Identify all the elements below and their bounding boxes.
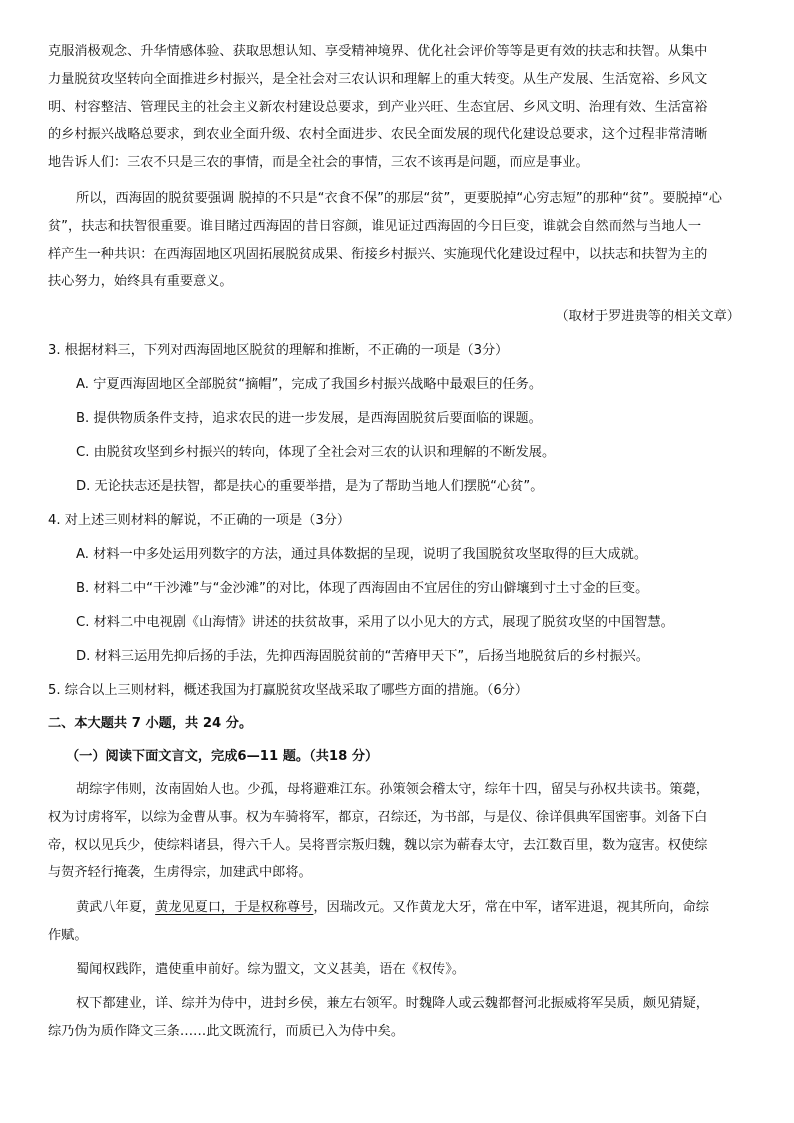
- question-3-option-d: D. 无论扶志还是扶智，都是扶心的重要举措，是为了帮助当地人们摆脱“心贫”。: [76, 479, 544, 494]
- classical-line: 作赋。: [48, 927, 88, 943]
- passage-line: 贫”，扶志和扶智很重要。谁目睹过西海固的昔日容颜，谁见证过西海固的今日巨变，谁就会自然而然与当地人一: [48, 218, 702, 234]
- passage-top: [48, 38, 748, 177]
- classical-line: 蜀闻权践阼，遣使重申前好。综为盟文，文义甚美，语在《权传》。: [76, 962, 466, 977]
- question-3-stem: 3. 根据材料三，下列对西海固地区脱贫的理解和推断，不正确的一项是（3分）: [48, 343, 509, 358]
- classical-text-after: ，因瑞改元。又作黄龙大牙，常在中军，诸军进退，视其所向，命综: [313, 900, 709, 915]
- classical-text-p3: [48, 956, 748, 984]
- classical-line: 权下都建业，详、综并为侍中，进封乡侯，兼左右领军。时魏降人或云魏都督河北振威将军吴质，颇见猜疑，: [76, 996, 709, 1011]
- classical-line: 与贺齐轻行掩袭，生虏得宗，加建武中郎将。: [48, 865, 312, 881]
- classical-text-p4: [48, 990, 748, 1046]
- classical-line: 帝，权以见兵少，使综料诸县，得六千人。吴将晋宗叛归魏，魏以宗为蕲春太守，去江数百里，数为寇害。权使综: [48, 837, 708, 853]
- section-two-heading: 二、本大题共 7 小题，共 24 分。: [48, 716, 253, 731]
- passage-line: 扶心努力，始终具有重要意义。: [48, 274, 233, 290]
- question-3-option-b: B. 提供物质条件支持，追求农民的进一步发展，是西海固脱贫后要面临的课题。: [76, 411, 542, 426]
- passage-line: 明、村容整洁、管理民主的社会主义新农村建设总要求，到产业兴旺、生态宜居、乡风文明、治理有效、生活富裕: [48, 99, 708, 115]
- question-4-option-c: C. 材料二中电视剧《山海情》讲述的扶贫故事，采用了以小见大的方式，展现了脱贫攻坚的中国智慧。: [76, 615, 674, 630]
- question-4-option-b: B. 材料二中“干沙滩”与“金沙滩”的对比，体现了西海固由不宜居住的穷山僻壤到寸土寸金的巨变。: [76, 581, 649, 596]
- passage-line: 样产生一种共识：在西海固地区巩固拓展脱贫成果、衔接乡村振兴、实施现代化建设过程中，以扶志和扶智为主的: [48, 246, 708, 262]
- classical-line: 综乃伪为质作降文三条……此文既流行，而质已入为侍中矣。: [48, 1023, 405, 1039]
- passage-second: [48, 185, 748, 296]
- passage-line: 力量脱贫攻坚转向全面推进乡村振兴，是全社会对三农认识和理解上的重大转变。从生产发展、生活宽裕、乡风文: [48, 71, 708, 87]
- question-4-stem: 4. 对上述三则材料的解说，不正确的一项是（3分）: [48, 513, 351, 528]
- passage-line: 地告诉人们：三农不只是三农的事情，而是全社会的事情，三农不该再是问题，而应是事业。: [48, 155, 589, 171]
- classical-text-p2: [48, 894, 748, 950]
- question-3-option-a: A. 宁夏西海固地区全部脱贫“摘帽”，完成了我国乡村振兴战略中最艰巨的任务。: [76, 377, 543, 392]
- source-note: （取材于罗进贵等的相关文章）: [555, 309, 740, 324]
- passage-line: 的乡村振兴战略总要求，到农业全面升级、农村全面进步、农民全面发展的现代化建设总要求，这个过程非常清晰: [48, 127, 708, 143]
- section-two-subheading: （一）阅读下面文言文，完成6—11 题。（共18 分）: [66, 749, 379, 764]
- classical-text-p1: [48, 776, 748, 887]
- classical-text-before: 黄武八年夏，: [76, 900, 156, 915]
- question-3-option-c: C. 由脱贫攻坚到乡村振兴的转向，体现了全社会对三农的认识和理解的不断发展。: [76, 445, 556, 460]
- question-4-option-a: A. 材料一中多处运用列数字的方法，通过具体数据的呈现，说明了我国脱贫攻坚取得的巨大成就。: [76, 547, 648, 562]
- classical-line: 胡综字伟则，汝南固始人也。少孤，母将避难江东。孙策领会稽太守，综年十四，留吴与孙权共读书。策薨，: [76, 782, 709, 797]
- question-4-option-d: D. 材料三运用先抑后扬的手法，先抑西海固脱贫前的“苦瘠甲天下”，后扬当地脱贫后的乡村振兴。: [76, 649, 649, 664]
- classical-line: [48, 894, 748, 922]
- question-5-stem: 5. 综合以上三则材料，概述我国为打赢脱贫攻坚战采取了哪些方面的措施。（6分）: [48, 683, 529, 698]
- underlined-sentence: 黄龙见夏口，于是权称尊号: [155, 900, 314, 915]
- classical-line: 权为讨虏将军，以综为金曹从事。权为车骑将军，都京，召综还，为书部，与是仪、徐详俱典军国密事。刘备下白: [48, 809, 708, 825]
- passage-line: 所以，西海固的脱贫要强调 脱掉的不只是“衣食不保”的那层“贫”，更要脱掉“心穷志短”的那种“贫”。要脱掉“心: [76, 191, 722, 206]
- passage-line: 克服消极观念、升华情感体验、获取思想认知、享受精神境界、优化社会评价等等是更有效的扶志和扶智。从集中: [48, 44, 708, 59]
